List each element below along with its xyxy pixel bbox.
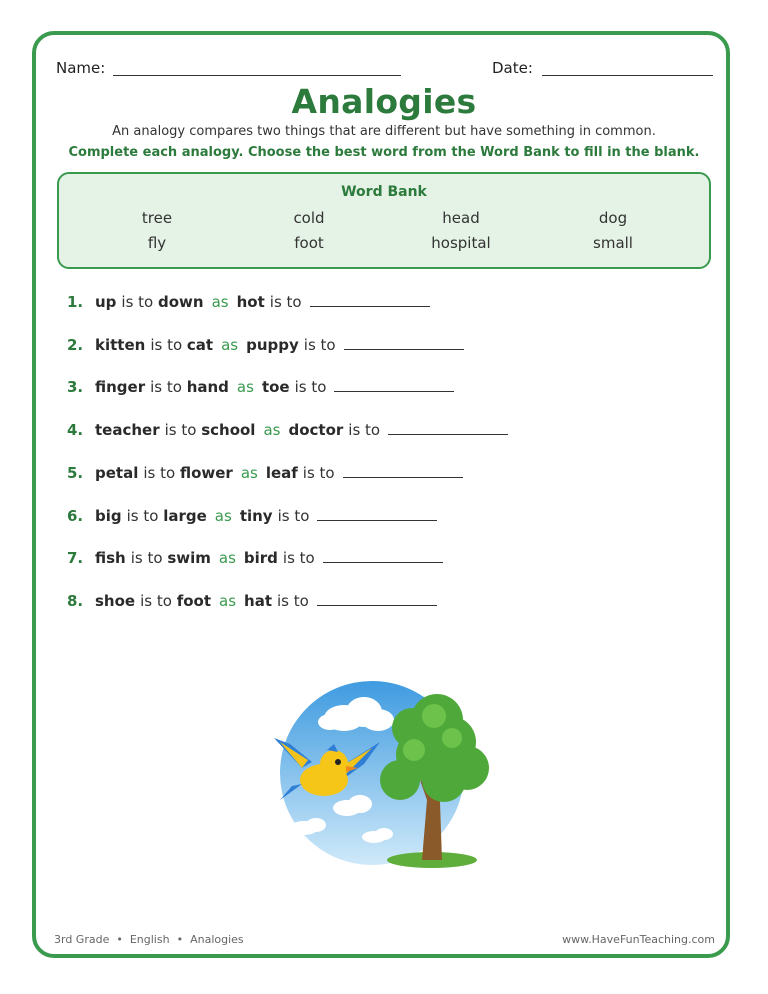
relation-text: is to: [150, 378, 182, 396]
footer-grade: 3rd Grade: [54, 933, 110, 946]
word-bank-word: tree: [141, 209, 173, 227]
question-number: 1.: [67, 293, 84, 311]
answer-blank[interactable]: [334, 377, 454, 392]
as-word: as: [211, 293, 229, 311]
relation-text: is to: [294, 378, 327, 396]
relation-text: is to: [143, 464, 176, 482]
footer-separator: •: [176, 933, 184, 946]
as-word: as: [218, 549, 236, 567]
instructions-text: Complete each analogy. Choose the best word from the Word Bank to fill in the blank.: [68, 145, 700, 160]
term-a: big: [95, 507, 122, 525]
as-word: as: [240, 464, 258, 482]
term-b: cat: [186, 336, 214, 354]
bird-and-tree-illustration: [272, 680, 494, 870]
relation-text: is to: [302, 464, 335, 482]
date-field[interactable]: [542, 75, 713, 76]
word-bank-word: foot: [294, 234, 324, 252]
term-b: large: [163, 507, 207, 525]
term-a: shoe: [95, 592, 136, 610]
word-bank-word: hospital: [431, 234, 491, 252]
term-c: leaf: [265, 464, 298, 482]
as-word: as: [236, 378, 254, 396]
term-c: puppy: [246, 336, 299, 354]
as-word: as: [219, 592, 237, 610]
footer-separator: •: [116, 933, 123, 946]
word-bank-title: Word Bank: [341, 184, 427, 200]
relation-text: is to: [277, 507, 310, 525]
term-b: foot: [176, 592, 211, 610]
term-b: school: [201, 421, 256, 439]
relation-text: is to: [121, 293, 154, 311]
term-a: fish: [95, 549, 126, 567]
word-bank-word: head: [442, 209, 480, 227]
term-a: teacher: [95, 421, 160, 439]
footer-site-link[interactable]: www.HaveFunTeaching.com: [562, 933, 715, 946]
relation-text: is to: [282, 549, 315, 567]
date-label: Date:: [492, 59, 533, 77]
relation-text: is to: [277, 592, 309, 610]
footer-topic: Analogies: [190, 933, 244, 946]
term-c: bird: [243, 549, 278, 567]
as-word: as: [214, 507, 232, 525]
question-5: [67, 463, 463, 482]
question-number: 2.: [67, 336, 84, 354]
term-c: doctor: [288, 421, 344, 439]
term-a: finger: [95, 378, 146, 396]
relation-text: is to: [126, 507, 159, 525]
term-b: hand: [186, 378, 229, 396]
question-3: [67, 377, 454, 396]
as-word: as: [221, 336, 239, 354]
answer-blank[interactable]: [323, 548, 443, 563]
question-7: [67, 548, 443, 567]
question-number: 5.: [67, 464, 84, 482]
answer-blank[interactable]: [317, 591, 437, 606]
answer-blank[interactable]: [388, 420, 508, 435]
relation-text: is to: [303, 336, 336, 354]
answer-blank[interactable]: [317, 506, 437, 521]
relation-text: is to: [269, 293, 302, 311]
question-number: 6.: [67, 507, 84, 525]
name-label: Name:: [56, 59, 106, 77]
word-bank-word: small: [593, 234, 633, 252]
question-4: [67, 420, 508, 439]
question-number: 4.: [67, 421, 84, 439]
relation-text: is to: [140, 592, 172, 610]
relation-text: is to: [130, 549, 163, 567]
answer-blank[interactable]: [343, 463, 463, 478]
relation-text: is to: [150, 336, 183, 354]
word-bank-word: fly: [147, 234, 167, 252]
footer-breadcrumb: [54, 933, 244, 946]
relation-text: is to: [348, 421, 381, 439]
page-title: Analogies: [291, 82, 477, 121]
term-c: toe: [261, 378, 290, 396]
answer-blank[interactable]: [344, 335, 464, 350]
question-8: [67, 591, 437, 610]
word-bank: [57, 172, 711, 269]
question-2: [67, 335, 464, 354]
word-bank-word: dog: [598, 209, 628, 227]
term-b: swim: [167, 549, 211, 567]
term-a: petal: [95, 464, 139, 482]
term-c: tiny: [239, 507, 273, 525]
term-a: kitten: [95, 336, 146, 354]
question-number: 3.: [67, 378, 84, 396]
word-bank-word: cold: [293, 209, 325, 227]
as-word: as: [263, 421, 281, 439]
answer-blank[interactable]: [310, 292, 430, 307]
footer-subject: English: [129, 933, 170, 946]
term-c: hot: [236, 293, 265, 311]
relation-text: is to: [164, 421, 197, 439]
name-field[interactable]: [113, 75, 401, 76]
term-b: down: [158, 293, 204, 311]
question-number: 8.: [67, 592, 84, 610]
question-1: [67, 292, 430, 311]
intro-text: An analogy compares two things that are different but have something in common.: [112, 124, 656, 139]
question-6: [67, 506, 437, 525]
question-number: 7.: [67, 549, 84, 567]
term-c: hat: [244, 592, 272, 610]
term-a: up: [95, 293, 117, 311]
term-b: flower: [179, 464, 233, 482]
